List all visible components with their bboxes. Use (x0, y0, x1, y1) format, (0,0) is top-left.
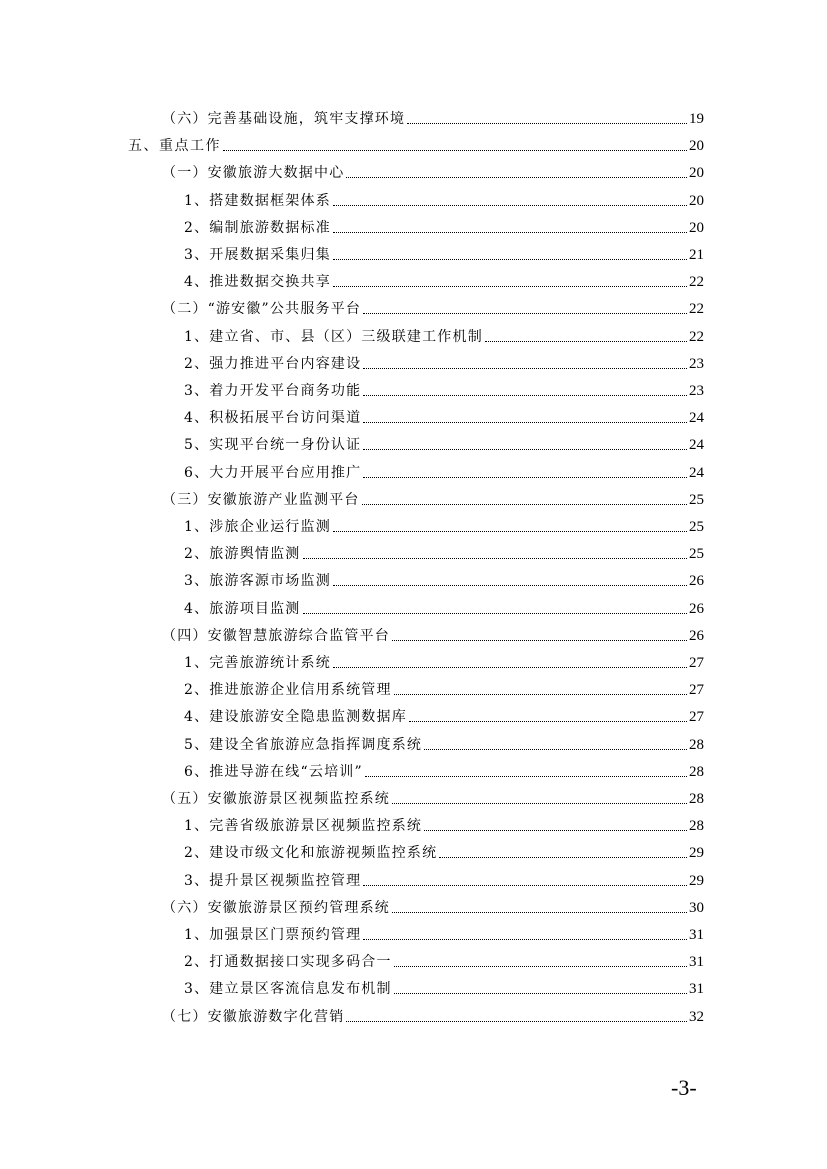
toc-entry[interactable] (184, 514, 704, 536)
toc-dot-leader (424, 829, 687, 831)
toc-entry[interactable] (184, 215, 704, 237)
toc-dot-leader (333, 231, 687, 233)
toc-entry-page: 31 (689, 927, 704, 943)
toc-entry[interactable] (128, 133, 704, 155)
toc-entry-page: 23 (689, 355, 704, 372)
toc-entry-page: 30 (689, 899, 704, 916)
toc-entry-title: 2、推进旅游企业信用系统管理 (184, 682, 392, 699)
toc-dot-leader (333, 204, 687, 206)
toc-entry[interactable] (184, 868, 704, 890)
toc-entry-title: 2、旅游舆情监测 (184, 546, 301, 563)
toc-dot-leader (333, 285, 687, 287)
toc-entry[interactable] (184, 650, 704, 672)
toc-entry-title: （一）安徽旅游大数据中心 (162, 165, 345, 182)
toc-dot-leader (363, 884, 687, 886)
toc-dot-leader (223, 149, 687, 151)
toc-entry-page: 26 (689, 600, 704, 617)
toc-entry[interactable] (184, 840, 704, 862)
toc-entry-page: 20 (689, 165, 704, 182)
toc-entry[interactable] (184, 324, 704, 346)
toc-entry[interactable] (184, 759, 704, 781)
toc-dot-leader (346, 1020, 687, 1022)
toc-entry-page: 27 (689, 655, 704, 671)
toc-entry[interactable] (162, 623, 704, 645)
toc-entry[interactable] (184, 351, 704, 373)
toc-entry-page: 32 (689, 1008, 704, 1025)
toc-entry-page: 31 (689, 981, 704, 998)
toc-entry[interactable] (184, 460, 704, 482)
toc-dot-leader (363, 312, 687, 314)
toc-dot-leader (365, 775, 687, 777)
toc-entry[interactable] (184, 378, 704, 400)
toc-entry[interactable] (184, 922, 704, 944)
toc-entry-page: 28 (689, 736, 704, 753)
toc-dot-leader (439, 856, 687, 858)
toc-entry-title: 1、完善旅游统计系统 (184, 655, 331, 671)
toc-entry-page: 29 (689, 872, 704, 889)
toc-entry[interactable] (184, 541, 704, 563)
toc-dot-leader (392, 802, 687, 804)
toc-entry[interactable] (184, 405, 704, 427)
toc-entry-page: 21 (689, 247, 704, 263)
toc-dot-leader (363, 421, 687, 423)
toc-entry-page: 20 (689, 192, 704, 209)
toc-entry-page: 27 (689, 709, 704, 726)
toc-entry-page: 24 (689, 410, 704, 427)
toc-entry-title: 3、着力开发平台商务功能 (184, 383, 362, 399)
toc-dot-leader (363, 448, 687, 450)
toc-entry-title: 1、搭建数据框架体系 (184, 192, 331, 209)
toc-dot-leader (394, 965, 687, 967)
toc-dot-leader (407, 122, 687, 124)
toc-entry-title: 5、实现平台统一身份认证 (184, 437, 362, 454)
toc-entry-title: （二）“游安徽”公共服务平台 (162, 301, 362, 318)
toc-dot-leader (303, 612, 687, 614)
toc-entry[interactable] (184, 976, 704, 998)
toc-entry-title: 3、旅游客源市场监测 (184, 573, 331, 590)
toc-entry-title: 4、推进数据交换共享 (184, 274, 331, 291)
toc-dot-leader (363, 367, 687, 369)
toc-entry-page: 20 (689, 138, 704, 155)
toc-entry-title: （六）安徽旅游景区预约管理系统 (162, 899, 390, 916)
toc-entry-page: 28 (689, 791, 704, 807)
toc-dot-leader (392, 911, 687, 913)
toc-entry-title: 2、打通数据接口实现多码合一 (184, 954, 392, 971)
toc-entry-title: 5、建设全省旅游应急指挥调度系统 (184, 736, 423, 753)
toc-entry-title: （四）安徽智慧旅游综合监管平台 (162, 627, 390, 644)
toc-entry-page: 23 (689, 383, 704, 399)
toc-dot-leader (363, 476, 687, 478)
toc-entry[interactable] (184, 732, 704, 754)
toc-entry[interactable] (162, 106, 704, 128)
toc-dot-leader (485, 340, 687, 342)
toc-entry-title: （六）完善基础设施，筑牢支撑环境 (162, 111, 406, 127)
toc-entry-page: 19 (689, 111, 704, 127)
toc-dot-leader (362, 503, 687, 505)
toc-entry-title: 4、积极拓展平台访问渠道 (184, 410, 362, 427)
toc-entry-page: 22 (689, 274, 704, 291)
toc-entry-title: 4、建设旅游安全隐患监测数据库 (184, 709, 407, 726)
toc-entry-title: 1、建立省、市、县（区）三级联建工作机制 (184, 328, 483, 345)
toc-entry-title: （五）安徽旅游景区视频监控系统 (162, 791, 390, 807)
toc-entry-title: 2、建设市级文化和旅游视频监控系统 (184, 845, 438, 862)
toc-dot-leader (363, 938, 687, 940)
toc-entry-title: 3、开展数据采集归集 (184, 247, 331, 263)
toc-entry[interactable] (184, 242, 704, 264)
toc-entry-page: 28 (689, 818, 704, 835)
toc-entry[interactable] (184, 432, 704, 454)
toc-entry[interactable] (184, 704, 704, 726)
toc-entry-page: 20 (689, 219, 704, 236)
toc-dot-leader (394, 992, 687, 994)
toc-entry-title: 1、加强景区门票预约管理 (184, 927, 362, 943)
toc-dot-leader (424, 748, 687, 750)
toc-entry-page: 26 (689, 627, 704, 644)
toc-entry-title: 6、大力开展平台应用推广 (184, 464, 362, 481)
toc-entry-page: 25 (689, 519, 704, 535)
toc-entry-page: 27 (689, 682, 704, 699)
toc-entry-page: 28 (689, 763, 704, 780)
toc-entry-title: （七）安徽旅游数字化营销 (162, 1008, 345, 1025)
toc-entry-title: 2、强力推进平台内容建设 (184, 355, 362, 372)
toc-entry-page: 24 (689, 464, 704, 481)
toc-entry[interactable] (184, 813, 704, 835)
toc-entry-page: 31 (689, 954, 704, 971)
toc-entry-title: 2、编制旅游数据标准 (184, 219, 331, 236)
toc-entry-page: 22 (689, 301, 704, 318)
toc-entry-title: 五、重点工作 (128, 138, 221, 155)
toc-entry[interactable] (184, 269, 704, 291)
toc-entry[interactable] (162, 160, 704, 182)
toc-dot-leader (333, 258, 687, 260)
toc-dot-leader (346, 176, 687, 178)
toc-entry-title: 3、建立景区客流信息发布机制 (184, 981, 392, 998)
toc-entry-title: 3、提升景区视频监控管理 (184, 872, 362, 889)
toc-entry[interactable] (162, 487, 704, 509)
toc-entry[interactable] (162, 786, 704, 808)
toc-dot-leader (363, 394, 687, 396)
toc-entry-page: 25 (689, 546, 704, 563)
toc-entry-page: 29 (689, 845, 704, 862)
toc-entry-title: （三）安徽旅游产业监测平台 (162, 491, 360, 508)
toc-entry-page: 22 (689, 328, 704, 345)
toc-entry[interactable] (184, 596, 704, 618)
toc-entry[interactable] (184, 188, 704, 210)
toc-dot-leader (333, 530, 687, 532)
toc-entry-title: 6、推进导游在线“云培训” (184, 763, 363, 780)
toc-entry[interactable] (184, 949, 704, 971)
toc-dot-leader (409, 720, 687, 722)
toc-dot-leader (392, 639, 687, 641)
toc-entry-page: 24 (689, 437, 704, 454)
toc-dot-leader (394, 693, 687, 695)
toc-entry[interactable] (162, 895, 704, 917)
toc-entry-page: 26 (689, 573, 704, 590)
toc-dot-leader (303, 557, 687, 559)
toc-entry-title: 1、涉旅企业运行监测 (184, 519, 331, 535)
toc-entry-title: 1、完善省级旅游景区视频监控系统 (184, 818, 423, 835)
toc-entry-title: 4、旅游项目监测 (184, 600, 301, 617)
toc-dot-leader (333, 584, 687, 586)
toc-entry[interactable] (184, 677, 704, 699)
toc-dot-leader (333, 666, 687, 668)
toc-entry-page: 25 (689, 491, 704, 508)
page-number: -3- (671, 1075, 697, 1100)
toc-entry[interactable] (162, 296, 704, 318)
toc-entry[interactable] (162, 1004, 704, 1026)
toc-entry[interactable] (184, 568, 704, 590)
